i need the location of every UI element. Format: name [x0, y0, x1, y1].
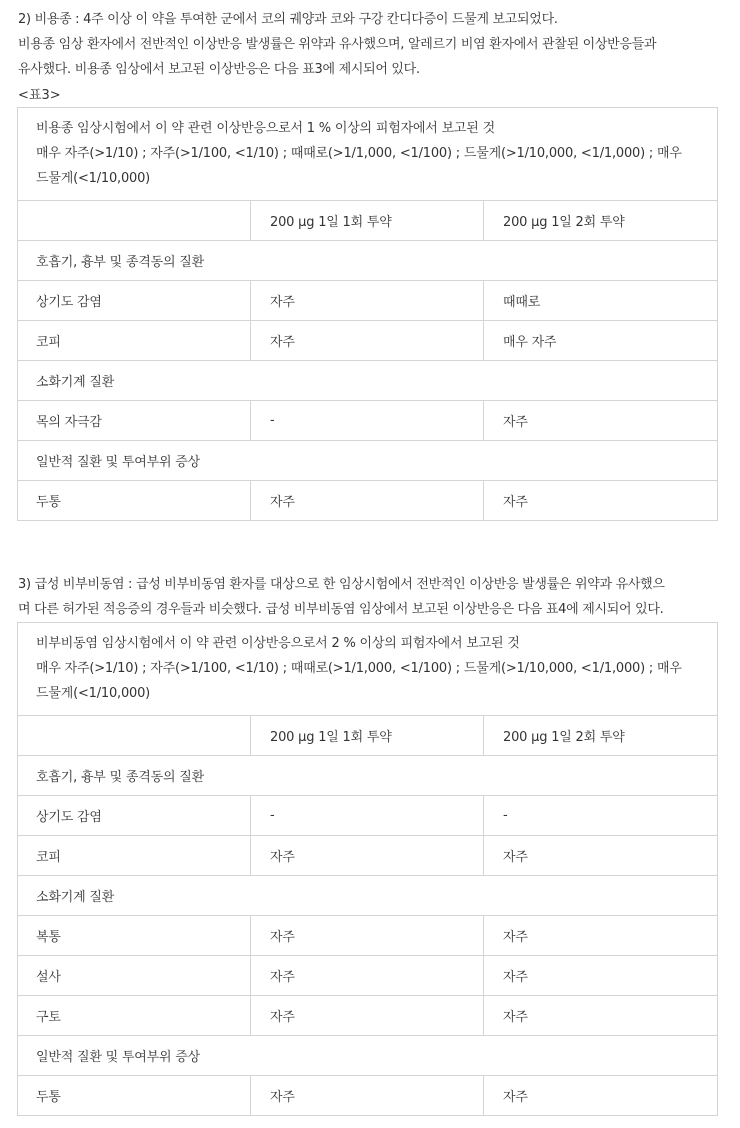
- group-label: 일반적 질환 및 투여부위 증상: [18, 1036, 718, 1076]
- group-row: [18, 876, 718, 916]
- paragraph-line: 유사했다. 비용종 임상에서 보고된 이상반응은 다음 표3에 제시되어 있다.: [18, 62, 420, 77]
- column-header-row: [18, 201, 718, 241]
- table-row: [18, 836, 718, 876]
- frequency-twice-daily: 때때로: [484, 281, 718, 321]
- table-caption: <표3>: [18, 88, 61, 103]
- reaction-name: 상기도 감염: [18, 281, 251, 321]
- frequency-twice-daily: 매우 자주: [484, 321, 718, 361]
- group-row: [18, 441, 718, 481]
- paragraph-line: 비용종 임상 환자에서 전반적인 이상반응 발생률은 위약과 유사했으며, 알레르기 비염 환자에서 관찰된 이상반응들과: [18, 37, 657, 52]
- adverse-reaction-table-3: [17, 107, 718, 521]
- header-line: 드물게(<1/10,000): [36, 171, 151, 186]
- column-header-row: [18, 716, 718, 756]
- reaction-name: 두통: [18, 481, 251, 521]
- column-header: [18, 201, 251, 241]
- frequency-twice-daily: 자주: [484, 956, 718, 996]
- table-row: [18, 481, 718, 521]
- group-label: 호흡기, 흉부 및 종격동의 질환: [18, 756, 718, 796]
- header-line: 매우 자주(>1/10) ; 자주(>1/100, <1/10) ; 때때로(>1/1,000, <1/100) ; 드물게(>1/10,000, <1/1,000) ; 매우: [36, 661, 682, 676]
- group-row: [18, 361, 718, 401]
- reaction-name: 상기도 감염: [18, 796, 251, 836]
- frequency-twice-daily: 자주: [484, 481, 718, 521]
- reaction-name: 코피: [18, 321, 251, 361]
- header-line: 비부비동염 임상시험에서 이 약 관련 이상반응으로서 2 % 이상의 피험자에서 보고된 것: [36, 636, 520, 651]
- nasal-polyp-paragraph: [18, 7, 722, 82]
- frequency-twice-daily: 자주: [484, 836, 718, 876]
- group-label: 일반적 질환 및 투여부위 증상: [18, 441, 718, 481]
- frequency-once-daily: 자주: [251, 321, 484, 361]
- reaction-name: 복통: [18, 916, 251, 956]
- reaction-name: 코피: [18, 836, 251, 876]
- reaction-name: 구토: [18, 996, 251, 1036]
- table-header-cell: [18, 623, 718, 716]
- frequency-once-daily: 자주: [251, 836, 484, 876]
- frequency-twice-daily: 자주: [484, 916, 718, 956]
- frequency-once-daily: 자주: [251, 956, 484, 996]
- group-label: 소화기계 질환: [18, 876, 718, 916]
- paragraph-line: 2) 비용종 : 4주 이상 이 약을 투여한 군에서 코의 궤양과 코와 구강 칸디다증이 드물게 보고되었다.: [18, 12, 558, 27]
- frequency-twice-daily: 자주: [484, 401, 718, 441]
- table-header-cell: [18, 108, 718, 201]
- frequency-once-daily: 자주: [251, 281, 484, 321]
- table-header-row: [18, 623, 718, 716]
- header-line: 비용종 임상시험에서 이 약 관련 이상반응으로서 1 % 이상의 피험자에서 보고된 것: [36, 121, 495, 136]
- column-header: 200 μg 1일 2회 투약: [484, 201, 718, 241]
- table-row: [18, 401, 718, 441]
- frequency-once-daily: 자주: [251, 996, 484, 1036]
- paragraph-line: 3) 급성 비부비동염 : 급성 비부비동염 환자를 대상으로 한 임상시험에서 전반적인 이상반응 발생률은 위약과 유사했으: [18, 577, 665, 592]
- header-line: 드물게(<1/10,000): [36, 686, 151, 701]
- table-row: [18, 916, 718, 956]
- group-row: [18, 756, 718, 796]
- frequency-once-daily: -: [251, 796, 484, 836]
- table-header-row: [18, 108, 718, 201]
- reaction-name: 설사: [18, 956, 251, 996]
- reaction-name: 목의 자극감: [18, 401, 251, 441]
- frequency-once-daily: -: [251, 401, 484, 441]
- table-row: [18, 996, 718, 1036]
- frequency-twice-daily: -: [484, 796, 718, 836]
- sinusitis-paragraph: [18, 572, 722, 622]
- group-row: [18, 241, 718, 281]
- column-header: [18, 716, 251, 756]
- group-label: 호흡기, 흉부 및 종격동의 질환: [18, 241, 718, 281]
- frequency-twice-daily: 자주: [484, 996, 718, 1036]
- adverse-reaction-table-4: [17, 622, 718, 1116]
- frequency-once-daily: 자주: [251, 1076, 484, 1116]
- frequency-once-daily: 자주: [251, 481, 484, 521]
- reaction-name: 두통: [18, 1076, 251, 1116]
- table-row: [18, 321, 718, 361]
- column-header: 200 μg 1일 2회 투약: [484, 716, 718, 756]
- group-row: [18, 1036, 718, 1076]
- header-line: 매우 자주(>1/10) ; 자주(>1/100, <1/10) ; 때때로(>1/1,000, <1/100) ; 드물게(>1/10,000, <1/1,000) ; 매우: [36, 146, 682, 161]
- table-row: [18, 281, 718, 321]
- table-row: [18, 956, 718, 996]
- group-label: 소화기계 질환: [18, 361, 718, 401]
- frequency-twice-daily: 자주: [484, 1076, 718, 1116]
- table-row: [18, 796, 718, 836]
- frequency-once-daily: 자주: [251, 916, 484, 956]
- table-row: [18, 1076, 718, 1116]
- paragraph-line: 며 다른 허가된 적응증의 경우들과 비슷했다. 급성 비부비동염 임상에서 보고된 이상반응은 다음 표4에 제시되어 있다.: [18, 602, 664, 617]
- column-header: 200 μg 1일 1회 투약: [251, 201, 484, 241]
- column-header: 200 μg 1일 1회 투약: [251, 716, 484, 756]
